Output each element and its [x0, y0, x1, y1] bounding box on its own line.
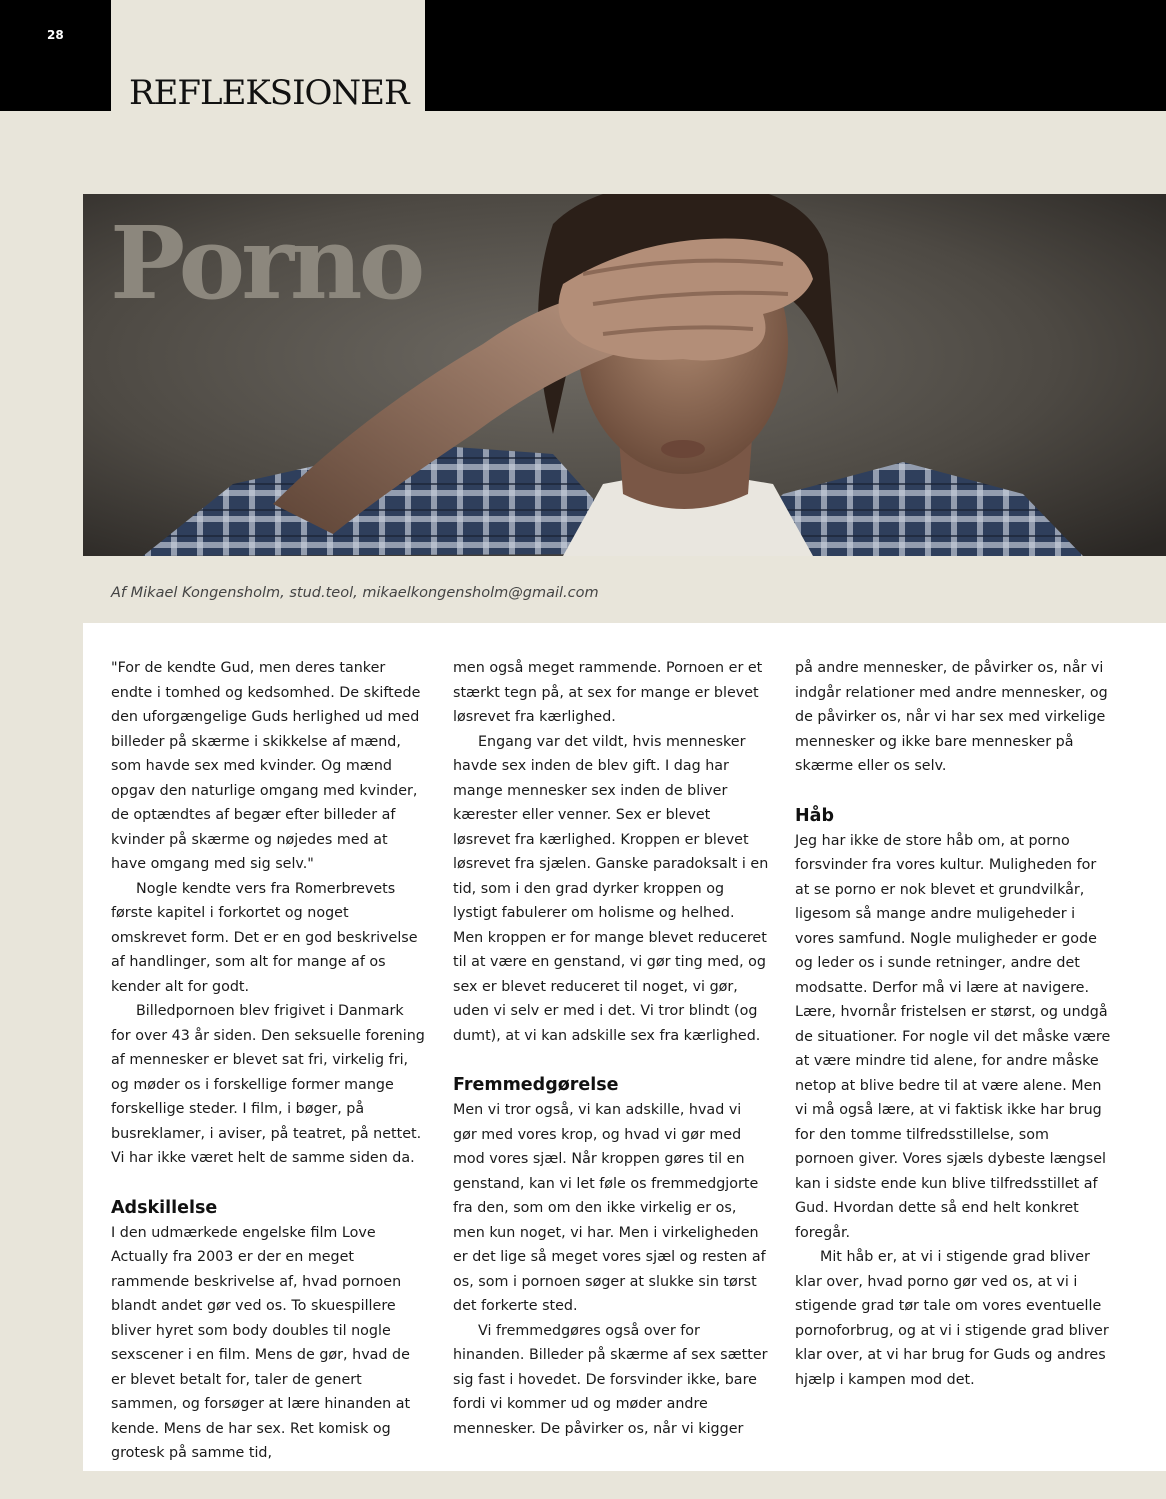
column-2: [453, 656, 769, 1441]
paragraph: på andre mennesker, de påvirker os, når vi indgår relationer med andre mennesker, og de påvirker os, når vi har sex med virkelige mennesker og ikke bare mennesker på skærme eller os selv.: [795, 660, 1108, 774]
column-1: [111, 656, 427, 1466]
column-3: [795, 656, 1111, 1392]
paragraph: "For de kendte Gud, men deres tanker endte i tomhed og kedsomhed. De skiftede den uforgængelige Guds herlighed ud med billeder på skærme i skikkelse af mænd, som havde sex med kvinder. Og mænd opgav den naturlige omgang med kvinder, de optændtes af begær efter billeder af kvinder på skærme og nøjedes med at have omgang med sig selv.": [111, 660, 421, 872]
paragraph: Mit håb er, at vi i stigende grad bliver klar over, hvad porno gør ved os, at vi i stigende grad tør tale om vores eventuelle pornoforbrug, og at vi i stigende grad bliver klar over, at vi har brug for Guds og andres hjælp i kampen mod det.: [795, 1249, 1109, 1388]
subheading-adskillelse: Adskillelse: [111, 1197, 218, 1218]
hero-image: [83, 194, 1166, 556]
paragraph: Nogle kendte vers fra Romerbrevets første kapitel i forkortet og noget omskrevet form. Det er en god beskrivelse af handlinger, som alt for mange af os kender alt for godt.: [111, 880, 418, 995]
paragraph: Engang var det vildt, hvis mennesker havde sex inden de blev gift. I dag har mange mennesker sex inden de bliver kærester eller venner. Sex er blevet løsrevet fra kærlighed. Kroppen er blevet løsrevet fra sjælen. Ganske paradoksalt i en tid, som i den grad dyrker kroppen og lystigt fabulerer om holisme og helhed. Men kroppen er for mange blevet reduceret til at være en genstand, vi gør ting med, og sex er blevet reduceret til noget, vi gør, uden vi selv er med i det. Vi tror blindt (og dumt), at vi kan adskille sex fra kærlighed.: [453, 733, 769, 1044]
paragraph: men også meget rammende. Pornoen er et stærkt tegn på, at sex for mange er blevet løsrevet fra kærlighed.: [453, 660, 763, 725]
paragraph: Men vi tror også, vi kan adskille, hvad vi gør med vores krop, og hvad vi gør med mod vores sjæl. Når kroppen gøres til en genstand, kan vi let føle os fremmedgjorte fra den, som om den ikke virkelig er os, men kun noget, vi har. Men i virkeligheden er det lige så meget vores sjæl og resten af os, som i pornoen søger at slukke sin tørst det forkerte sted.: [453, 1102, 766, 1314]
byline: Af Mikael Kongensholm, stud.teol, mikaelkongensholm@gmail.com: [111, 585, 599, 601]
subheading-hab: Håb: [795, 805, 834, 826]
section-tab: [111, 0, 425, 111]
paragraph: Vi fremmedgøres også over for hinanden. Billeder på skærme af sex sætter sig fast i hovedet. De forsvinder ikke, bare fordi vi kommer ud og møder andre mennesker. De påvirker os, når vi kigger: [453, 1322, 768, 1437]
paragraph: Jeg har ikke de store håb om, at porno forsvinder fra vores kultur. Muligheden for at se porno er nok blevet et grundvilkår, ligesom så mange andre muligeheder i vores samfund. Nogle muligheder er gode og leder os i sunde retninger, andre det modsatte. Derfor må vi lære at navigere. Lære, hvornår fristelsen er størst, og undgå de situationer. For nogle vil det måske være at være mindre tid alene, for andre måske netop at blive bedre til at være alene. Men vi må også lære, at vi faktisk ikke har brug for den tomme tilfredsstillelse, som pornoen giver. Vores sjæls dybeste længsel kan i sidste ende kun blive tilfredsstillet af Gud. Hvordan dette så end helt konkret foregår.: [795, 832, 1111, 1241]
section-title: REFLEKSIONER: [129, 73, 409, 113]
article-body: [83, 623, 1166, 1471]
page-number: 28: [47, 28, 64, 42]
subheading-fremmedgorelse: Fremmedgørelse: [453, 1075, 619, 1095]
paragraph: I den udmærkede engelske film Love Actually fra 2003 er der en meget rammende beskrivelse af, hvad pornoen blandt andet gør ved os. To skuespillere bliver hyret som body doubles til nogle sexscener i en film. Mens de gør, hvad de er blevet betalt for, taler de genert sammen, og forsøger at lære hinanden at kende. Mens de har sex. Ret komisk og grotesk på samme tid,: [111, 1224, 411, 1461]
paragraph: Billedpornoen blev frigivet i Danmark for over 43 år siden. Den seksuelle forening af mennesker er blevet sat fri, virkelig fri, og møder os i forskellige former mange forskellige steder. I film, i bøger, på busreklamer, i aviser, på teatret, på nettet. Vi har ikke været helt de samme siden da.: [111, 1003, 425, 1166]
hero-title: Porno: [110, 204, 422, 322]
